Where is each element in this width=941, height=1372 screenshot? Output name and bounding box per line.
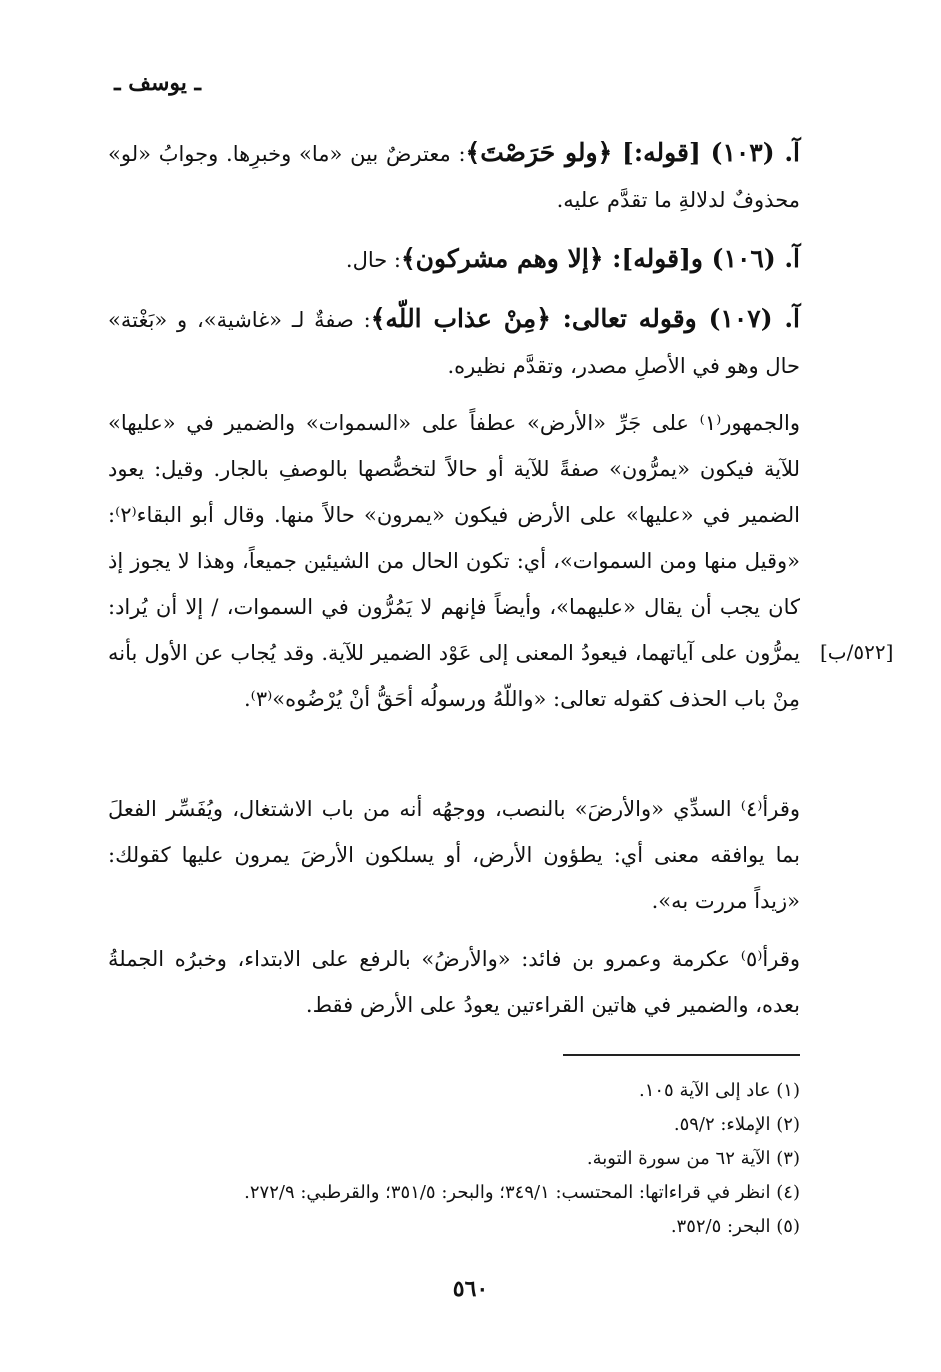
paragraph-text: : معترضٌ بين «ما» وخبرِها. وجوابُ «لو» محذوفٌ لدلالةِ ما تقدَّم عليه. <box>108 142 800 212</box>
footnote: (٢) الإملاء: ٥٩/٢. <box>673 1114 800 1135</box>
verse-lead: آ. (١٠٣) [قوله:] ﴿ولو حَرَصْتَ﴾ <box>465 138 800 167</box>
paragraph-text: وقرأ⁽٥⁾ عكرمة وعمرو بن فائد: «والأرضُ» بالرفع على الابتداء، وخبرُه الجملةُ بعده، والضمير في هاتين القراءتين يعودُ على الأرض فقط. <box>108 947 800 1017</box>
verse-lead: آ. (١٠٦) و[قوله]: ﴿إلا وهم مشركون﴾ <box>400 244 800 273</box>
footnote-divider <box>563 1054 800 1056</box>
paragraph-verse-106 <box>108 236 800 283</box>
paragraph-verse-107 <box>108 296 800 389</box>
footnote: (١) عاد إلى الآية ١٠٥. <box>638 1080 800 1101</box>
paragraph-text: : حال. <box>345 248 401 272</box>
paragraph-jumhur <box>108 400 800 722</box>
footnote: (٤) انظر في قراءاتها: المحتسب: ٣٤٩/١؛ والبحر: ٣٥١/٥؛ والقرطبي: ٢٧٢/٩. <box>244 1182 800 1203</box>
paragraph-text: : صفةٌ لـ «غاشية»، و «بَغْتة» حال وهو في الأصلِ مصدر، وتقدَّم نظيره. <box>108 308 800 378</box>
paragraph-ikrima <box>108 936 800 1028</box>
paragraph-verse-103 <box>108 130 800 223</box>
footnote: (٣) الآية ٦٢ من سورة التوبة. <box>586 1148 800 1169</box>
footnote: (٥) البحر: ٣٥٢/٥. <box>670 1216 800 1237</box>
page-number: ٥٦٠ <box>452 1276 489 1302</box>
verse-lead: آ. (١٠٧) وقوله تعالى: ﴿مِنْ عذاب اللّه﴾ <box>370 304 800 333</box>
paragraph-text: والجمهور⁽١⁾ على جَرِّ «الأرض» عطفاً على «السموات» والضمير في «عليها» للآية فيكون «يمرُّون» صفةً للآية أو حالاً لتخصُّصها بالوصفِ بالجار. وقيل: يعود الضمير في «عليها» على الأرض فيكون «يمرون» حالاً منها. وقال أبو البقاء⁽٢⁾: «وقيل منها ومن السموات»، أي: تكون الحال من الشيئين جميعاً، وهذا لا يجوز إذ كان يجب أن يقال «عليهما»، وأيضاً فإنهم لا يَمُرُّون في السموات، / إلا أن يُراد: يمرُّون على آياتهما، فيعودُ المعنى إلى عَوْد الضمير للآية. وقد يُجاب عن الأول بأنه مِنْ باب الحذف كقوله تعالى: «واللّهُ ورسولُه أحَقُّ أنْ يُرْضُوه»⁽٣⁾. <box>108 411 800 711</box>
margin-folio-note: [٥٢٢/ب] <box>820 640 894 664</box>
running-header: ـ يوسف ـ <box>114 70 201 96</box>
paragraph-text: وقرأ⁽٤⁾ السدِّي «والأرضَ» بالنصب، ووجهُه أنه من باب الاشتغال، ويُفَسِّر الفعلَ بما يوافقه معنى أي: يطؤون الأرض، أو يسلكون الأرضَ يمرون عليها كقولك: «زيداً مررت به». <box>108 797 800 913</box>
footnotes <box>108 1074 800 1244</box>
paragraph-suddi <box>108 786 800 924</box>
